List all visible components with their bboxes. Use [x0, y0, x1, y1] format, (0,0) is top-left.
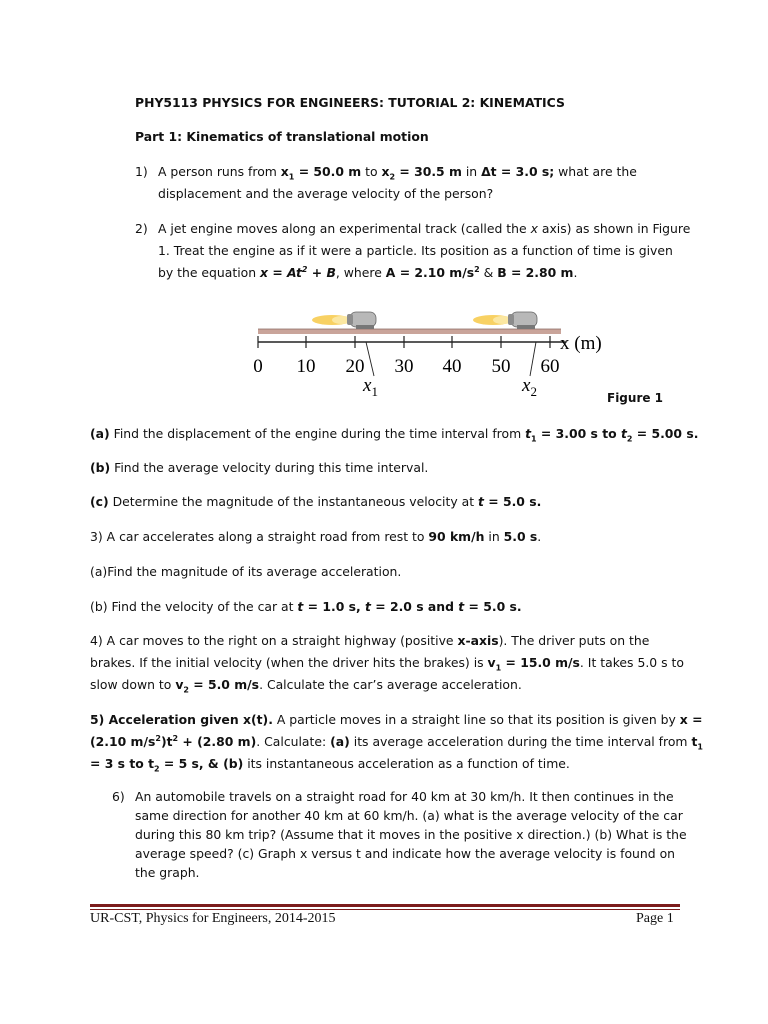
q2-line1b: axis) as shown in Figure	[537, 221, 691, 236]
q3b-t1: t	[297, 599, 304, 614]
q5-t-sup: 2	[172, 733, 179, 743]
q2-amp: &	[479, 265, 498, 280]
tick-label: 10	[296, 356, 316, 377]
q1-line2: displacement and the average velocity of the person?	[158, 186, 494, 201]
q1-x2-value: = 30.5 m	[395, 164, 462, 179]
q1-dt: Δt = 3.0 s;	[481, 164, 555, 179]
x1-label: $x_1$	[363, 375, 378, 399]
q1-tail: what are the	[554, 164, 637, 179]
q3-speed: 90 km/h	[428, 529, 485, 544]
x2-label: $x_2$	[522, 375, 537, 399]
q2c-text: Determine the magnitude of the instantaneous velocity at	[108, 494, 479, 509]
jet-engine-1	[312, 312, 376, 329]
q1-text: A person runs from	[158, 164, 281, 179]
q5-line2	[90, 734, 703, 750]
q2-A: A = 2.10 m/s	[385, 265, 475, 280]
footer-rule-thick	[90, 904, 680, 907]
footer-left: UR-CST, Physics for Engineers, 2014-2015	[90, 911, 336, 926]
q5-const: + (2.80 m)	[178, 734, 257, 749]
q2-line3a: by the equation	[158, 265, 261, 280]
q6-number: 6)	[112, 789, 125, 804]
q5-l3a: = 3 s to	[90, 756, 149, 771]
q1-number: 1)	[135, 164, 148, 179]
q2a	[90, 426, 698, 442]
q2-equation: x = At	[260, 265, 302, 280]
q3-time: 5.0 s	[503, 529, 538, 544]
q3a: (a)Find the magnitude of its average acceleration.	[90, 564, 402, 579]
q5-t2-sub: 2	[154, 764, 160, 774]
q5-line3	[90, 756, 570, 772]
tick-label: 0	[253, 356, 263, 377]
q4-l2b: . It takes 5.0 s to	[579, 655, 684, 670]
tick-label: 50	[491, 356, 511, 377]
q1-x2: x	[381, 164, 390, 179]
q3b-v2: = 2.0 s and	[370, 599, 459, 614]
footer-rule-thin	[90, 909, 680, 910]
q5-l1b: A particle moves in a straight line so that its position is given by	[272, 712, 680, 727]
q2-B: B = 2.80 m	[497, 265, 574, 280]
q2-line3	[158, 265, 577, 281]
q1-to: to	[361, 164, 382, 179]
q2a-t1-value: = 3.00 s to	[536, 426, 621, 441]
q5-l3c: = 5 s, &	[159, 756, 224, 771]
q2c-t: t	[478, 494, 484, 509]
q4-v2-sub: 2	[183, 685, 189, 695]
q2-line1	[158, 221, 690, 237]
q2-line2: 1. Treat the engine as if it were a particle. Its position as a function of time is given	[158, 243, 673, 258]
tick-label: 60	[540, 356, 560, 377]
q4-l1c: ). The driver puts on the	[498, 633, 650, 648]
part-heading: Part 1: Kinematics of translational motion	[135, 129, 429, 144]
q2a-tag: (a)	[90, 426, 110, 441]
footer-page-number: Page 1	[636, 911, 674, 926]
q6-line: average speed? (c) Graph x versus t and indicate how the average velocity is found on	[135, 846, 676, 861]
q1-in: in	[461, 164, 482, 179]
q5-coef: (2.10 m/s	[90, 734, 156, 749]
q3-in: in	[484, 529, 504, 544]
q2b-text: Find the average velocity during this time interval.	[110, 460, 429, 475]
q2a-t2: t	[620, 426, 627, 441]
q4-l2a: brakes. If the initial velocity (when the driver hits the brakes) is	[90, 655, 488, 670]
q3-end: .	[537, 529, 542, 544]
q1-x1-sub: 1	[288, 172, 295, 182]
q6-line: same direction for another 40 km at 60 km/h. (a) what is the average velocity of the car	[135, 808, 683, 823]
q2-equation-b: + B	[307, 265, 336, 280]
q5-t1: t	[691, 734, 698, 749]
q2a-t1: t	[525, 426, 532, 441]
q5-calc: . Calculate:	[256, 734, 331, 749]
figure-1-diagram	[250, 290, 620, 402]
q2-where: , where	[335, 265, 386, 280]
q4-v2: v	[175, 677, 184, 692]
q2b	[90, 460, 428, 476]
q4-v1-sub: 1	[495, 663, 502, 673]
q5-t2: t	[148, 756, 155, 771]
q4-l3b: . Calculate the car’s average acceleration.	[259, 677, 522, 692]
q3b-t3: t	[458, 599, 465, 614]
x1-leader	[366, 342, 374, 376]
x2-leader	[530, 342, 536, 376]
document-title: PHY5113 PHYSICS FOR ENGINEERS: TUTORIAL 2: KINEMATICS	[135, 95, 565, 110]
q3b	[90, 599, 522, 615]
q2-dot: .	[573, 265, 578, 280]
tick-label: 40	[442, 356, 462, 377]
q2c	[90, 494, 541, 510]
q5-a-tag: (a)	[330, 734, 350, 749]
q4-line3	[90, 677, 522, 693]
q1-line1	[158, 164, 637, 180]
q4-l3a: slow down to	[90, 677, 176, 692]
q3b-v3: = 5.0 s.	[464, 599, 522, 614]
q2-A-sup: 2	[474, 264, 480, 274]
q1-x2-sub: 2	[389, 172, 396, 182]
q3b-t2: t	[365, 599, 371, 614]
q2a-text: Find the displacement of the engine during the time interval from	[109, 426, 526, 441]
q3b-v1: = 1.0 s,	[303, 599, 366, 614]
q2c-tag: (c)	[90, 494, 109, 509]
q4-axis: x-axis	[457, 633, 499, 648]
q1-x1-value: = 50.0 m	[294, 164, 362, 179]
q6-line: An automobile travels on a straight road for 40 km at 30 km/h. It then continues in the	[135, 789, 674, 804]
q6-line: the graph.	[135, 865, 200, 880]
q2b-tag: (b)	[90, 460, 111, 475]
q6-line: during this 80 km trip? (Assume that it moves in the positive x direction.) (b) What is the	[135, 827, 687, 842]
q3-line1	[90, 529, 541, 545]
q1-x1: x	[280, 164, 289, 179]
q4-v1-value: = 15.0 m/s	[501, 655, 580, 670]
q3b-text: (b) Find the velocity of the car at	[90, 599, 298, 614]
q5-x-eq: x =	[679, 712, 703, 727]
q5-l3e: its instantaneous acceleration as a function of time.	[243, 756, 570, 771]
q4-l1a: 4) A car moves to the right on a straight highway (positive	[90, 633, 458, 648]
q5-b-tag: (b)	[223, 756, 244, 771]
q2-x: x	[530, 221, 538, 236]
q4-v2-value: = 5.0 m/s	[188, 677, 260, 692]
jet-engine-2	[473, 312, 537, 329]
q2a-t1-sub: 1	[531, 434, 537, 444]
q4-v1: v	[487, 655, 496, 670]
q2-eq-sup: 2	[301, 264, 308, 274]
q4-line2	[90, 655, 684, 671]
q5-heading: 5) Acceleration given x(t).	[90, 712, 273, 727]
q2a-t2-sub: 2	[626, 434, 633, 444]
track	[258, 329, 561, 334]
q2c-t-value: = 5.0 s.	[483, 494, 542, 509]
q4-line1	[90, 633, 649, 649]
tick-label: 30	[394, 356, 414, 377]
figure-caption: Figure 1	[607, 391, 664, 405]
q2a-t2-value: = 5.00 s.	[632, 426, 699, 441]
q5-t: )t	[160, 734, 173, 749]
q5-coef-sup: 2	[155, 733, 161, 743]
q3-text: 3) A car accelerates along a straight road from rest to	[90, 529, 429, 544]
axis-label: x (m)	[560, 333, 602, 354]
tick-label: 20	[345, 356, 365, 377]
q5-line1	[90, 712, 702, 728]
q5-l2f: its average acceleration during the time interval from	[349, 734, 692, 749]
q5-t1-sub: 1	[697, 742, 703, 752]
q2-number: 2)	[135, 221, 148, 236]
q2-line1a: A jet engine moves along an experimental track (called the	[158, 221, 531, 236]
